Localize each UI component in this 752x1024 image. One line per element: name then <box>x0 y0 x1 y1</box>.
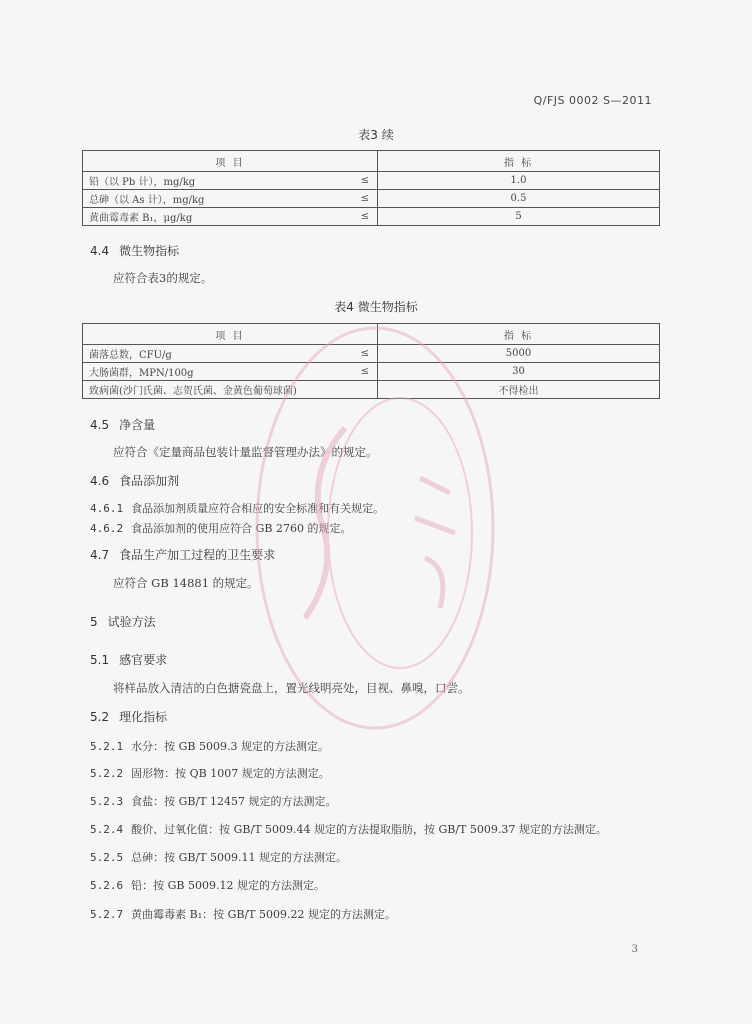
row-comparator: ≤ <box>360 211 369 222</box>
table-row <box>83 172 660 190</box>
subsection-item <box>90 821 607 837</box>
table4-col-item: 项 目 <box>83 324 378 345</box>
row-comparator: ≤ <box>360 348 369 359</box>
section-title: 净含量 <box>119 418 156 432</box>
subsection-text: 铅：按 GB 5009.12 规定的方法测定。 <box>131 879 325 892</box>
section-text: 应符合《定量商品包装计量监督管理办法》的规定。 <box>113 445 378 459</box>
subsection-item <box>90 906 396 922</box>
page-number: 3 <box>631 944 638 955</box>
subsection-number: 5.2.5 <box>90 851 124 864</box>
section-title: 微生物指标 <box>119 244 180 258</box>
subsection-item <box>90 849 347 865</box>
table-row <box>83 190 660 208</box>
subsection-text: 固形物：按 QB 1007 规定的方法测定。 <box>131 767 330 780</box>
subsection-text: 食品添加剂质量应符合相应的安全标准和有关规定。 <box>131 502 385 515</box>
row-item: 菌落总数，CFU/g <box>89 350 172 361</box>
table4-caption: 表4 微生物指标 <box>334 300 418 314</box>
table3-col-item: 项 目 <box>83 151 378 172</box>
row-value: 30 <box>378 363 660 381</box>
row-comparator: ≤ <box>360 193 369 204</box>
table-row <box>83 208 660 226</box>
official-seal-stamp <box>250 318 500 738</box>
section-number: 5.1 <box>90 653 110 667</box>
subsection-number: 5.2.4 <box>90 823 124 836</box>
row-comparator: ≤ <box>360 366 369 377</box>
row-item: 大肠菌群，MPN/100g <box>89 368 194 379</box>
row-value: 0.5 <box>378 190 660 208</box>
subsection-number: 5.2.7 <box>90 908 124 921</box>
subsection-item <box>90 877 325 893</box>
table3-col-index: 指 标 <box>378 151 660 172</box>
section-heading <box>90 708 167 725</box>
row-value: 5 <box>378 208 660 226</box>
subsection-item <box>90 765 330 781</box>
subsection-number: 5.2.1 <box>90 740 124 753</box>
table3-header-row <box>83 151 660 172</box>
subsection-number: 4.6.2 <box>90 522 124 535</box>
row-item: 总砷（以 As 计），mg/kg <box>89 195 205 206</box>
section-heading <box>90 651 167 668</box>
section-heading <box>90 472 179 489</box>
subsection-number: 5.2.3 <box>90 795 124 808</box>
row-item: 铅（以 Pb 计），mg/kg <box>89 177 196 188</box>
document-code: Q/FJS 0002 S—2011 <box>533 94 652 107</box>
section-title: 理化指标 <box>119 710 168 724</box>
row-item: 致病菌(沙门氏菌、志贺氏菌、金黄色葡萄球菌) <box>89 386 297 397</box>
section-text: 应符合表3的规定。 <box>113 271 213 285</box>
table4-col-index: 指 标 <box>378 324 660 345</box>
section-title: 试验方法 <box>107 615 156 629</box>
section-heading <box>90 416 155 433</box>
section-number: 5.2 <box>90 710 110 724</box>
section-number: 5 <box>90 615 98 629</box>
subsection-text: 食品添加剂的使用应符合 GB 2760 的规定。 <box>131 522 352 535</box>
subsection-number: 4.6.1 <box>90 502 124 515</box>
row-value: 1.0 <box>378 172 660 190</box>
row-comparator: ≤ <box>360 175 369 186</box>
section-heading <box>90 242 179 259</box>
section-heading <box>90 546 275 563</box>
subsection-text: 总砷：按 GB/T 5009.11 规定的方法测定。 <box>131 851 348 864</box>
section-number: 4.4 <box>90 244 110 258</box>
section-title: 感官要求 <box>119 653 168 667</box>
section-text: 应符合 GB 14881 的规定。 <box>113 576 259 590</box>
subsection-item <box>90 793 337 809</box>
row-value: 5000 <box>378 345 660 363</box>
section-text: 将样品放入清洁的白色搪瓷盘上，置光线明亮处，目视、鼻嗅，口尝。 <box>113 681 470 695</box>
subsection-number: 5.2.6 <box>90 879 124 892</box>
table3-caption: 表3 续 <box>358 128 394 142</box>
section-title: 食品生产加工过程的卫生要求 <box>119 548 276 562</box>
subsection-text: 食盐：按 GB/T 12457 规定的方法测定。 <box>131 795 337 808</box>
section-title: 食品添加剂 <box>119 474 180 488</box>
table3 <box>82 150 660 226</box>
subsection-text: 黄曲霉毒素 B₁：按 GB/T 5009.22 规定的方法测定。 <box>131 908 397 921</box>
row-value: 不得检出 <box>378 381 660 399</box>
section-number: 4.7 <box>90 548 110 562</box>
subsection-text: 水分：按 GB 5009.3 规定的方法测定。 <box>131 740 329 753</box>
row-item: 黄曲霉毒素 B₁，μg/kg <box>89 213 193 224</box>
section-number: 4.6 <box>90 474 110 488</box>
section-heading <box>90 613 156 630</box>
section-number: 4.5 <box>90 418 110 432</box>
subsection-text: 酸价、过氧化值：按 GB/T 5009.44 规定的方法提取脂肪，按 GB/T 5009.37 规定的方法测定。 <box>131 823 607 836</box>
subsection-item <box>90 738 329 754</box>
subsection-number: 5.2.2 <box>90 767 124 780</box>
